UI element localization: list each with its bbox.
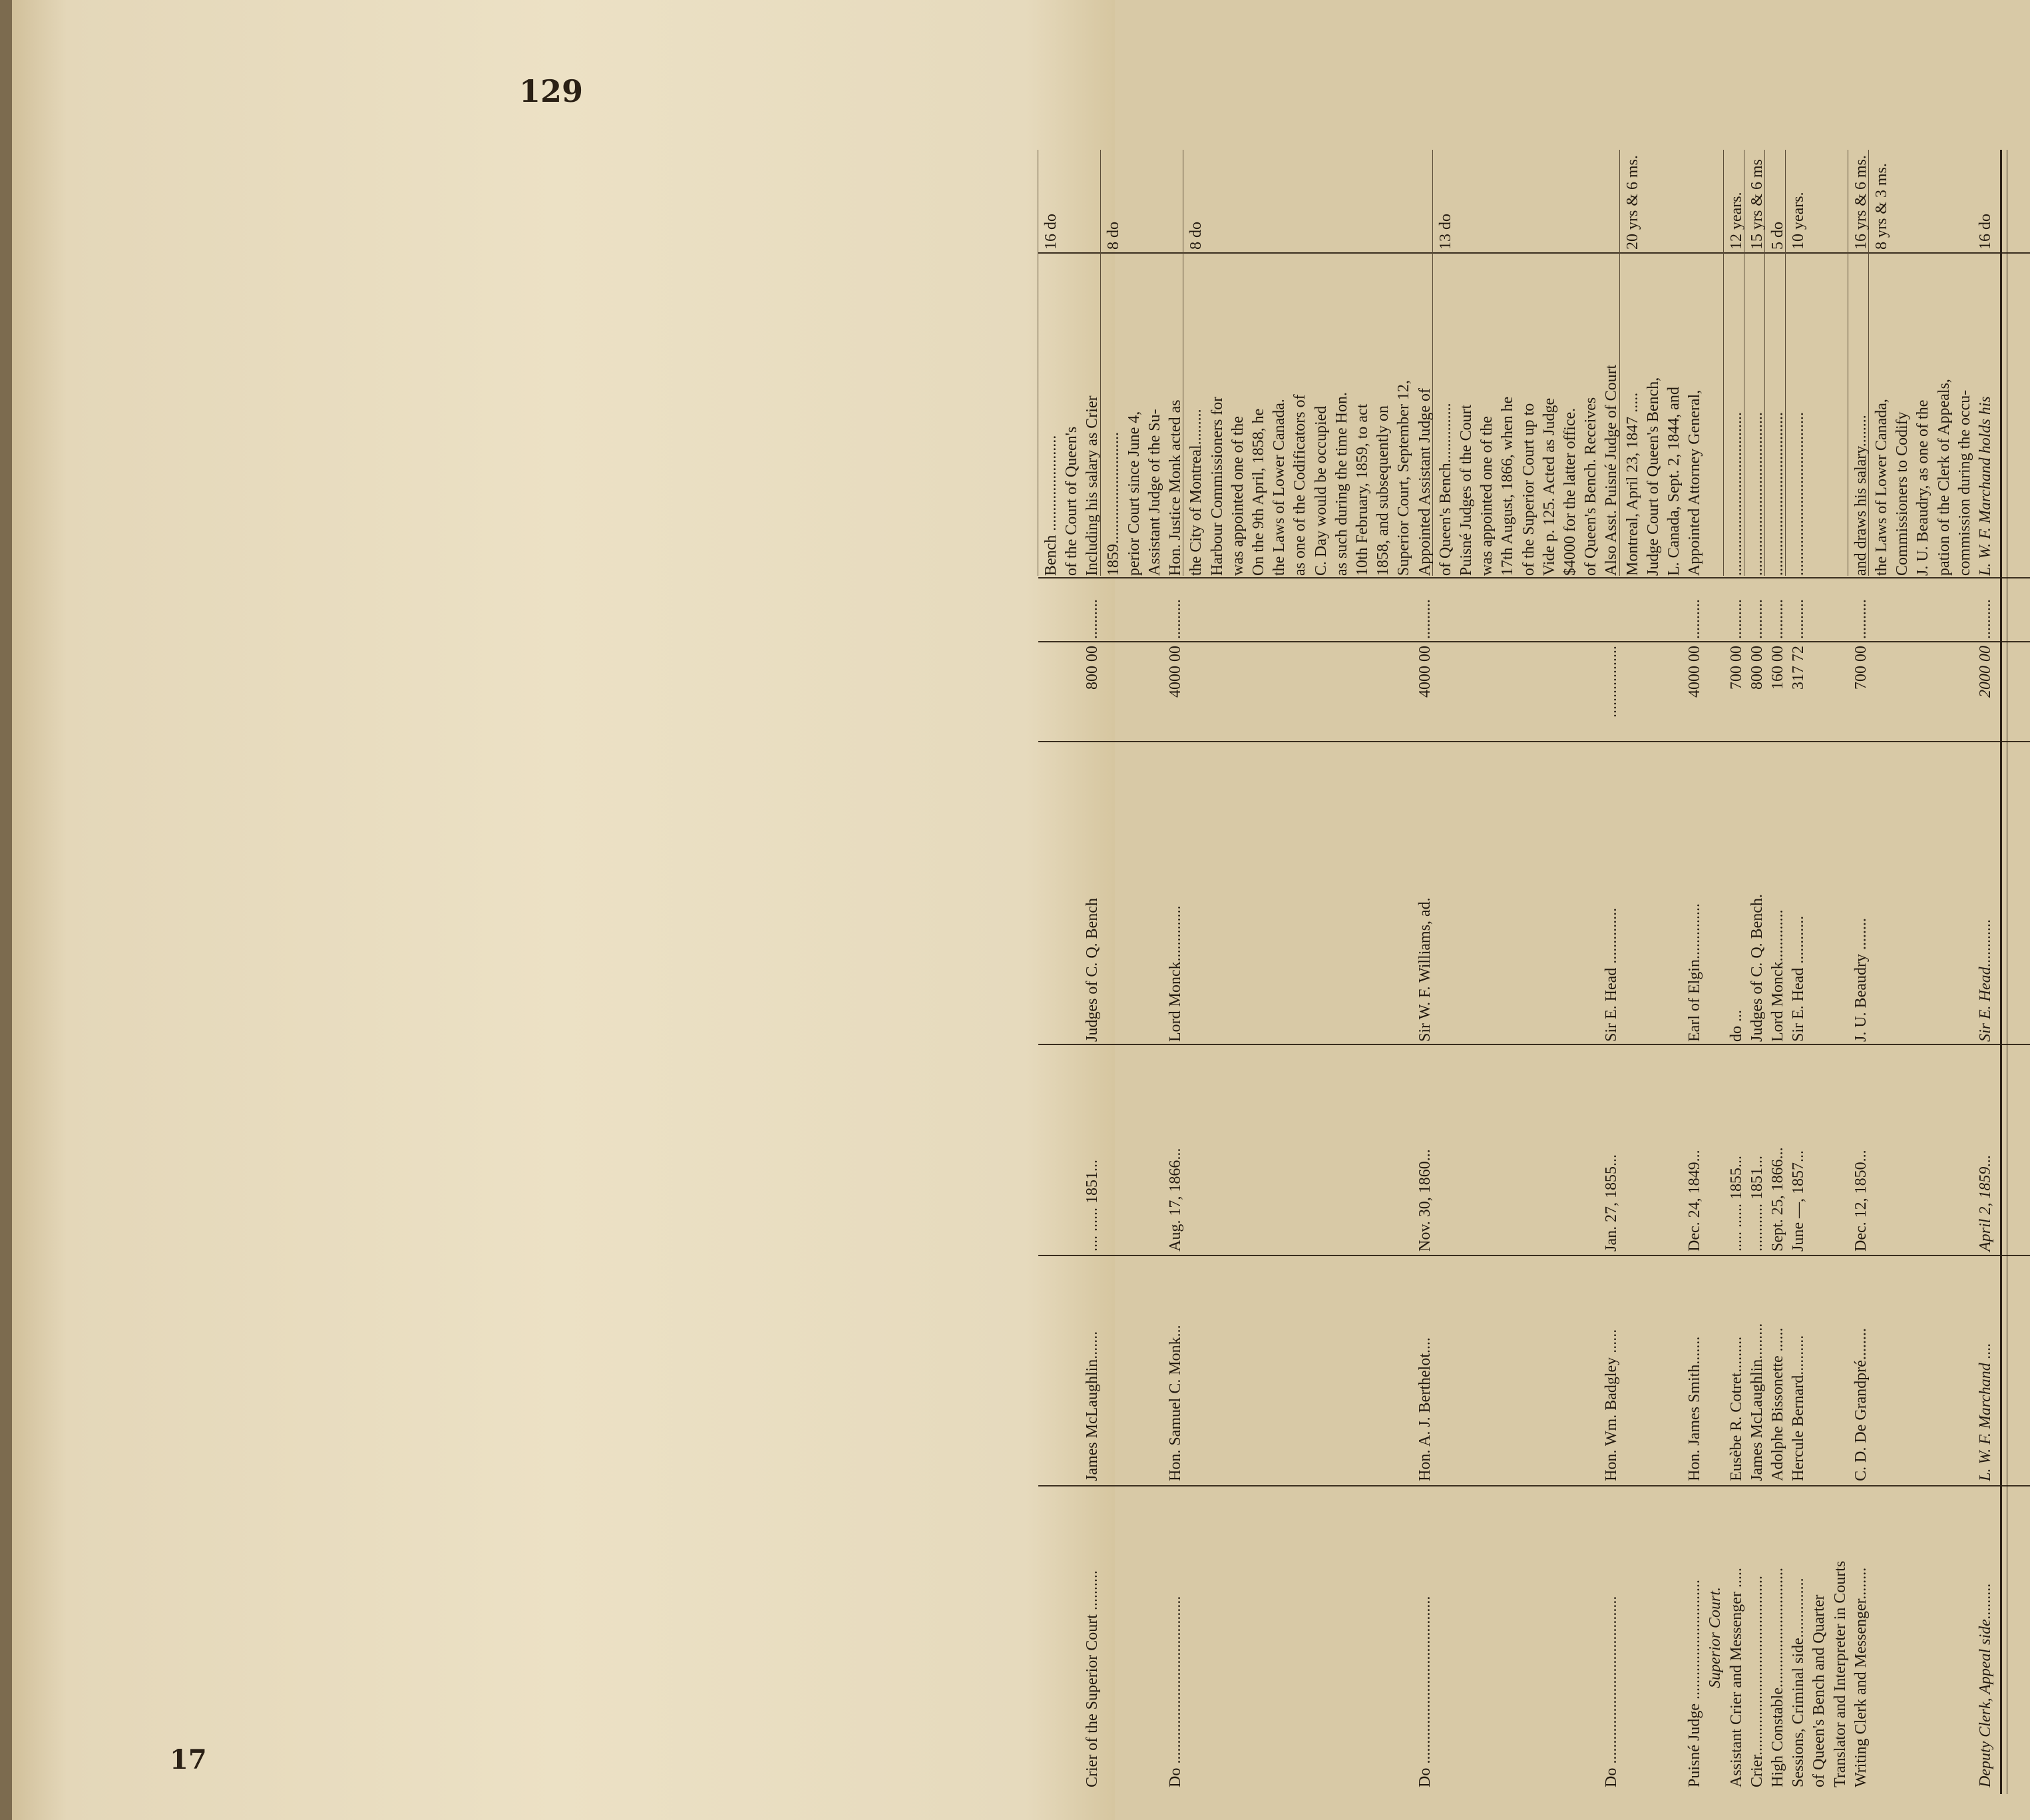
service-cell: 15 yrs & 6 ms [1748, 158, 1766, 250]
extra-cell: .......... [1727, 599, 1745, 639]
service-cell: 8 do [1104, 222, 1122, 250]
appointed-by-cell: Earl of Elgin.............. [1686, 903, 1704, 1042]
appointed-by-cell: Judges of C. Q. Bench. [1748, 894, 1766, 1042]
table-row [1766, 150, 1790, 1794]
remarks-cell: Appointed Attorney General, [1686, 389, 1704, 576]
service-cell: 8 do [1187, 222, 1205, 250]
appointed-by-cell: Judges of C. Q. Bench [1084, 898, 1102, 1042]
table-row [1828, 150, 1852, 1794]
table-row [1911, 150, 1935, 1794]
table-row [1890, 150, 1914, 1794]
office-cell: Crier of the Superior Court .......... [1084, 1570, 1102, 1787]
remarks-cell: Puisné Judges of the Court [1458, 404, 1475, 576]
appointed-by-cell: Sir W. F. Williams, ad. [1416, 897, 1434, 1042]
table-row [1786, 150, 1810, 1794]
table-row [1226, 150, 1250, 1794]
service-cell: 13 do [1436, 214, 1454, 250]
remarks-cell: Hon. Justice Monk acted as [1167, 399, 1185, 576]
table-row [1517, 150, 1541, 1794]
remarks-cell: Superior Court, September 12, [1395, 380, 1413, 576]
service-cell: 8 yrs & 3 ms. [1873, 162, 1890, 250]
extra-cell: .......... [1167, 599, 1185, 639]
remarks-cell: and draws his salary........ [1852, 415, 1870, 576]
remarks-cell: Bench ........................ [1042, 435, 1060, 576]
salary-cell: 4000 00 [1167, 646, 1185, 698]
remarks-cell: perior Court since June 4, [1125, 411, 1143, 576]
salary-cell: 800 00 [1748, 646, 1766, 690]
remarks-cell: as one of the Codificators of [1291, 394, 1309, 576]
office-cell: Do .......................................... [1603, 1596, 1621, 1787]
appointed-by-cell: Lord Monck............. [1769, 909, 1786, 1042]
name-cell: L. W. F. Marchand .... [1977, 1343, 1994, 1481]
appointed-by-cell: Sir E. Head............ [1977, 919, 1994, 1042]
binding-gutter [0, 0, 12, 1820]
date-cell: Jan. 27, 1855... [1603, 1154, 1621, 1251]
extra-cell: .......... [1686, 599, 1704, 639]
table-row [1330, 150, 1354, 1794]
remarks-cell: the Laws of Lower Canada, [1873, 399, 1890, 576]
office-cell: Writing Clerk and Messenger........ [1852, 1567, 1870, 1787]
name-cell: Eusèbe R. Cotret......... [1727, 1336, 1745, 1481]
table-row [1205, 150, 1229, 1794]
table-row [1039, 150, 1063, 1794]
extra-cell: .......... [1416, 599, 1434, 639]
remarks-cell: was appointed one of the [1229, 416, 1247, 576]
table-row [1537, 150, 1561, 1794]
salary-cell: 160 00 [1769, 646, 1786, 690]
service-cell: 16 do [1042, 214, 1060, 250]
table-row [1309, 150, 1333, 1794]
date-cell: Aug. 17, 1866... [1167, 1148, 1185, 1251]
appointed-by-cell: J. U. Beaudry ........ [1852, 918, 1870, 1042]
extra-cell: .......... [1790, 599, 1808, 639]
service-cell: 16 yrs & 6 ms. [1852, 154, 1870, 250]
office-cell: Deputy Clerk, Appeal side......... [1977, 1583, 1994, 1787]
date-cell: June —, 1857... [1790, 1150, 1808, 1251]
remarks-cell: the City of Montreal......... [1187, 409, 1205, 576]
appointed-by-cell: Sir E. Head ............ [1790, 915, 1808, 1042]
extra-cell: .......... [1084, 599, 1102, 639]
date-cell: Sept. 25, 1866... [1769, 1147, 1786, 1251]
table-row [1060, 150, 1084, 1794]
name-cell: Adolphe Bissonette ...... [1769, 1327, 1786, 1481]
date-cell: Nov. 30, 1860... [1416, 1149, 1434, 1251]
name-cell: C. D. De Grandpré........ [1852, 1328, 1870, 1481]
table-row [1413, 150, 1437, 1794]
office-cell: Assistant Crier and Messenger ..... [1727, 1568, 1745, 1787]
remarks-cell: J. U. Beaudry, as one of the [1914, 399, 1932, 576]
office-cell: High Constable.............................. [1769, 1568, 1786, 1787]
table-row [1143, 150, 1167, 1794]
service-cell: 10 years. [1790, 192, 1808, 250]
remarks-cell: Commissioners to Codify [1894, 411, 1912, 576]
remarks-cell: L. W. F. Marchand holds his [1977, 396, 1994, 576]
table-row [1558, 150, 1582, 1794]
table-row [1184, 150, 1208, 1794]
table-row [1454, 150, 1478, 1794]
remarks-cell: of Queen's Bench. Receives [1582, 397, 1600, 576]
table-row [1953, 150, 1977, 1794]
remarks-cell: was appointed one of the [1478, 416, 1496, 576]
name-cell: Hon. Samuel C. Monk... [1167, 1325, 1185, 1481]
table-row [1683, 150, 1707, 1794]
remarks-cell: Vide p. 125. Acted as Judge [1540, 397, 1558, 576]
table-row [1870, 150, 1894, 1794]
page-number: 129 [519, 73, 584, 109]
table-row [1163, 150, 1187, 1794]
table-row [1350, 150, 1374, 1794]
office-cell: Superior Court. [1707, 1587, 1725, 1689]
table-row [1745, 150, 1769, 1794]
remarks-cell: Appointed Assistant Judge of [1416, 388, 1434, 576]
table-row [1849, 150, 1873, 1794]
rotated-table [1038, 150, 2030, 1794]
date-cell: ..... ...... 1855... [1727, 1156, 1745, 1251]
table-row [1932, 150, 1956, 1794]
table-row [1267, 150, 1291, 1794]
office-cell: Translator and Interpreter in Courts [1831, 1560, 1849, 1787]
office-cell: Do .......................................... [1416, 1596, 1434, 1787]
appointed-by-cell: Lord Monck.............. [1167, 905, 1185, 1042]
remarks-cell: L. Canada, Sept. 2, 1844, and [1665, 387, 1683, 576]
extra-cell: .......... [1852, 599, 1870, 639]
service-cell: 16 do [1977, 214, 1994, 250]
appointed-by-cell: Sir E. Head .............. [1603, 907, 1621, 1042]
date-cell: Dec. 24, 1849... [1686, 1150, 1704, 1251]
name-cell: Hon. A. J. Berthelot.... [1416, 1337, 1434, 1481]
table-row [1662, 150, 1686, 1794]
remarks-cell: of the Court of Queen's [1063, 426, 1081, 576]
service-cell: 12 years. [1727, 192, 1745, 250]
office-cell: Sessions, Criminal side............... [1790, 1578, 1808, 1787]
remarks-cell: 17th August, 1866, when he [1499, 396, 1517, 576]
table-top-rule [2000, 150, 2002, 1794]
extra-cell: .......... [1769, 599, 1786, 639]
service-cell: 5 do [1769, 222, 1786, 250]
remarks-cell: Judge Court of Queen's Bench, [1644, 377, 1662, 576]
table-row [1599, 150, 1623, 1794]
name-cell: Hon. Wm. Badgley ...... [1603, 1329, 1621, 1481]
table-row [1102, 150, 1125, 1794]
table-row [1371, 150, 1395, 1794]
table-row [1080, 150, 1104, 1794]
table-row [1288, 150, 1312, 1794]
salary-cell: 700 00 [1852, 646, 1870, 690]
signature-mark: 17 [170, 1744, 207, 1775]
remarks-cell: ......................................... [1769, 412, 1786, 576]
name-cell: James McLaughlin......... [1748, 1323, 1766, 1481]
remarks-cell: commission during the occu- [1955, 389, 1973, 576]
remarks-cell: of the Superior Court up to [1520, 403, 1537, 576]
table-row [1496, 150, 1520, 1794]
salary-cell: 2000 00 [1977, 646, 1994, 698]
table-row [1392, 150, 1416, 1794]
appointed-by-cell: do ... [1727, 1010, 1745, 1042]
remarks-cell: C. Day would be occupied [1312, 405, 1330, 576]
remarks-cell: 1859............................ [1104, 432, 1122, 576]
salary-cell: 4000 00 [1416, 646, 1434, 698]
extra-cell: .......... [1977, 599, 1994, 639]
remarks-cell: Assistant Judge of the Su- [1146, 409, 1163, 576]
table-row [1475, 150, 1499, 1794]
name-cell: Hercule Bernard.......... [1790, 1335, 1808, 1481]
name-cell: James McLaughlin....... [1084, 1331, 1102, 1481]
salary-cell: 700 00 [1727, 646, 1745, 690]
remarks-cell: ......................................... [1748, 412, 1766, 576]
table-row [1973, 150, 1997, 1794]
remarks-cell: ......................................... [1790, 412, 1808, 576]
date-cell: .... ...... 1851... [1084, 1160, 1102, 1251]
remarks-cell: 1858, and subsequently on [1374, 405, 1392, 576]
table-row [1579, 150, 1603, 1794]
remarks-cell: pation of the Clerk of Appeals, [1935, 379, 1953, 576]
remarks-cell: as such during the time Hon. [1332, 392, 1350, 576]
table-row [1703, 150, 1727, 1794]
table-row [1725, 150, 1748, 1794]
remarks-cell: ......................................... [1727, 412, 1745, 576]
remarks-cell: Including his salary as Crier [1084, 395, 1102, 576]
office-cell: Puisné Judge .............................. [1686, 1580, 1704, 1787]
table-row [1641, 150, 1665, 1794]
office-cell: Crier............................................. [1748, 1576, 1766, 1787]
date-cell: Dec. 12, 1850... [1852, 1150, 1870, 1251]
remarks-cell: 10th February, 1859, to act [1354, 403, 1371, 576]
remarks-cell: $4000 for the latter office. [1561, 407, 1579, 576]
service-cell: 20 yrs & 6 ms. [1623, 154, 1641, 250]
extra-cell: .......... [1748, 599, 1766, 639]
remarks-cell: Montreal, April 23, 1847 ..... [1623, 392, 1641, 576]
date-cell: April 2, 1859... [1977, 1154, 1994, 1251]
table-row [1621, 150, 1645, 1794]
table-row [1247, 150, 1271, 1794]
date-cell: ............ 1851... [1748, 1156, 1766, 1251]
salary-cell: 317 72 [1790, 646, 1808, 690]
remarks-cell: of Queen's Bench............... [1436, 403, 1454, 576]
salary-cell: 4000 00 [1686, 646, 1704, 698]
name-cell: Hon. James Smith....... [1686, 1336, 1704, 1481]
office-cell: Do .......................................... [1167, 1596, 1185, 1787]
office-cell: of Queen's Bench and Quarter [1810, 1594, 1828, 1787]
table-row [1434, 150, 1458, 1794]
remarks-cell: the Laws of Lower Canada. [1271, 399, 1289, 576]
remarks-cell: Harbour Commissioners for [1208, 396, 1226, 576]
table-row [1807, 150, 1831, 1794]
remarks-cell: Also Asst. Puisné Judge of Court [1603, 364, 1621, 576]
salary-cell: .................. [1603, 646, 1621, 718]
table-row [1122, 150, 1146, 1794]
salary-cell: 800 00 [1084, 646, 1102, 690]
remarks-cell: On the 9th April, 1858, he [1250, 408, 1267, 576]
